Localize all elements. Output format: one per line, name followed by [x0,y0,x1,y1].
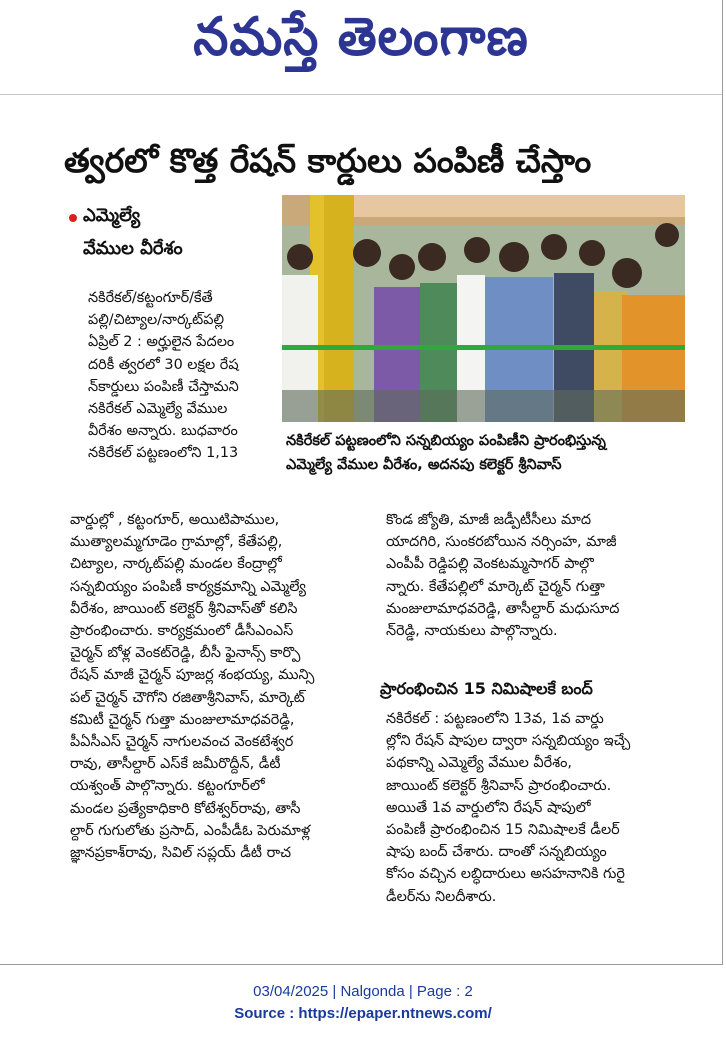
paragraph-line: పీఏసీఎస్ చైర్మన్ నాగులవంచ వెంకటేశ్వర [70,734,294,751]
paragraph-line: వార్డుల్లో , కట్టంగూర్, అయిటిపాముల, [70,512,280,528]
paragraph-line: నకిరేకల్ ఎమ్మెల్యే వేముల [88,401,228,418]
byline-title: ఎమ్మెల్యే [83,205,141,226]
paragraph-line: న్‌కార్డులు పంపిణీ చేస్తామని [88,378,239,395]
paragraph-line: సన్నబియ్యం పంపిణీ కార్యక్రమాన్ని ఎమ్మెల్యే [70,578,307,595]
paragraph-line: కోసం వచ్చిన లబ్ధిదారులు అసహనానికి గురై [386,866,625,883]
photo-caption [286,429,684,477]
masthead-title: నమస్తే తెలంగాణ [193,5,529,68]
paragraph-line: వీరేశం అన్నారు. బుధవారం [88,423,238,440]
masthead-divider [0,94,722,95]
paragraph-line: అయితే 1వ వార్డులోని రేషన్ షాపులో [386,799,591,816]
newspaper-masthead [0,4,722,82]
paragraph-line: యాదగిరి, సుంకరబోయిన నర్సింహ, మాజీ [386,534,617,551]
paragraph-line: జ్ఞానప్రకాశ్‌రావు, సివిల్ సప్లయ్ డీటీ రాచ [70,845,292,862]
caption-line: నకిరేకల్ పట్టణంలోని సన్నబియ్యం పంపిణీని ప్రారంభిస్తున్న [286,433,606,449]
paragraph-line: న్నారు. కేతేపల్లిలో మార్కెట్ చైర్మన్ గుత్తా [386,578,605,595]
article-column-2 [386,509,686,642]
paragraph-line: న్‌రెడ్డి, నాయకులు పాల్గొన్నారు. [386,623,558,640]
paragraph-line: షాపు బంద్ చేశారు. దాంతో సన్నబియ్యం [386,844,607,861]
article-column-1-bottom [70,509,370,864]
paragraph-line: యశ్వంత్ పాల్గొన్నారు. కట్టంగూర్‌లో [70,778,265,795]
article-headline: త్వరలో కొత్త రేషన్ కార్డులు పంపిణీ చేస్తాం [64,141,592,180]
paragraph-line: చైర్మన్ బోళ్ల వెంకట్‌రెడ్డి, బీసీ ఫైనాన్స్ కార్పొ [70,645,301,662]
paragraph-line: దరికీ త్వరలో 30 లక్షల రేష [88,356,239,373]
paragraph-line: రేషన్ మాజీ చైర్మన్ పూజర్ల శంభయ్య, మున్సి [70,667,315,684]
paragraph-line: చిట్యాల, నార్కట్‌పల్లి మండల కేంద్రాల్లో [70,556,282,573]
paragraph-line: మంజులామాధవరెడ్డి, తాసీల్దార్ మధుసూద [386,600,620,617]
paragraph-line: పల్ చైర్మన్ చౌగోని రజితాశ్రీనివాస్, మార్కెట్ [70,689,305,706]
footer-source-link[interactable]: Source : https://epaper.ntnews.com/ [234,1005,492,1022]
paragraph-line: ముత్యాలమ్మగూడెం గ్రామాల్లో, కేతేపల్లి, [70,534,283,551]
paragraph-line: నకిరేకల్/కట్టంగూర్/కేతే [88,290,213,306]
paragraph-line: వీరేశం, జాయింట్ కలెక్టర్ శ్రీనివాస్‌తో కలిసి [70,600,298,617]
paragraph-line: కొండ జ్యోతి, మాజీ జడ్పీటీసీలు మాద [386,512,592,528]
article-column-1-top [88,287,288,465]
paragraph-line: ఏప్రిల్ 2 : అర్హులైన పేదలం [88,334,235,351]
paragraph-line: ల్దార్ గుగులోతు ప్రసాద్, ఎంపీడీఓ పెరుమాళ్ల [70,822,311,839]
paragraph-line: ఎంపీపీ రెడ్డిపల్లి వెంకటమ్మసాగర్ పాల్గొ [386,556,594,573]
paragraph-line: జాయింట్ కలెక్టర్ శ్రీనివాస్ ప్రారంభించారు. [386,777,612,794]
ribbon-cutting-photo-illustration [282,195,685,422]
byline-name: వేముల వీరేశం [83,238,183,259]
paragraph-line: రావు, తాసీల్దార్ ఎస్‌కే జమీరొద్దీన్, డీటీ [70,756,281,773]
article-column-3 [386,708,686,908]
article-photo [282,195,685,422]
paragraph-line: పథకాన్ని ఎమ్మెల్యే వేముల వీరేశం, [386,755,572,772]
paragraph-line: మండల ప్రత్యేకాధికారి కోటేశ్వర్‌రావు, తాసీ [70,800,301,817]
paragraph-line: కమిటీ చైర్మన్ గుత్తా మంజులామాధవరెడ్డి, [70,711,295,728]
article-subheading: ప్రారంభించిన 15 నిమిషాలకే బంద్ [380,679,593,698]
paragraph-line: పల్లి/చిట్యాల/నార్కట్‌పల్లి [88,312,225,329]
bullet-icon [69,214,77,222]
paragraph-line: డీలర్‌ను నిలదీశారు. [386,888,497,905]
footer-dateline: 03/04/2025 | Nalgonda | Page : 2 [253,983,473,1000]
paragraph-line: పంపిణీ ప్రారంభించిన 15 నిమిషాలకే డీలర్ [386,822,620,839]
paragraph-line: నకిరేకల్ : పట్టణంలోని 13వ, 1వ వార్డు [386,711,604,727]
paragraph-line: నకిరేకల్ పట్టణంలోని 1,13 [88,445,239,462]
paragraph-line: ప్రారంభించారు. కార్యక్రమంలో డీసీఎంఎస్ [70,623,294,640]
paragraph-line: ల్లోని రేషన్ షాపుల ద్వారా సన్నబియ్యం ఇచ్చే [386,733,631,750]
caption-line: ఎమ్మెల్యే వేముల వీరేశం, అదనపు కలెక్టర్ శ్రీనివాస్ [286,457,562,473]
